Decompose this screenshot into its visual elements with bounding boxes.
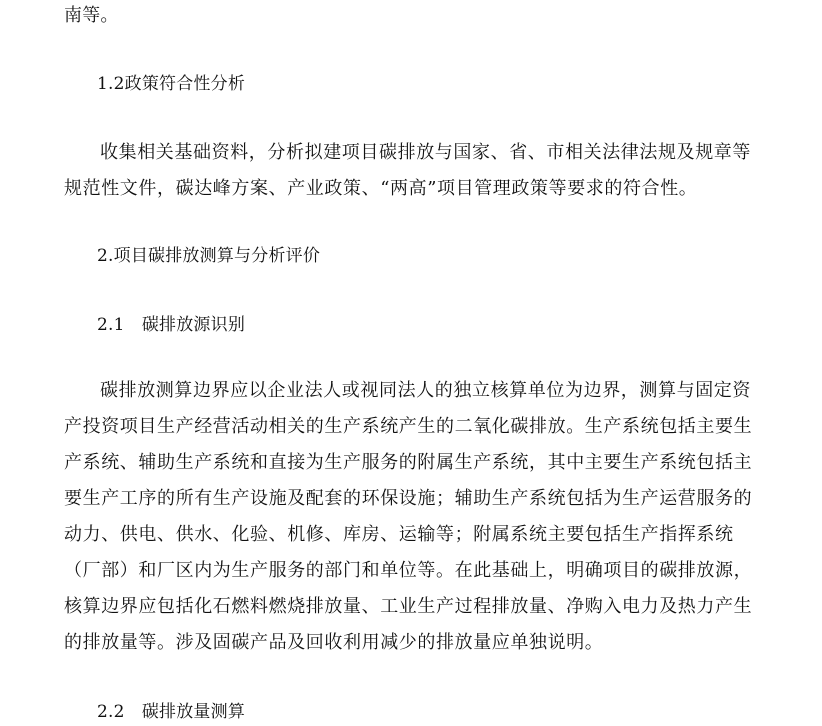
section-heading-2-1: 2.1 碳排放源识别 bbox=[97, 315, 246, 335]
paragraph-policy-compliance: 收集相关基础资料，分析拟建项目碳排放与国家、省、市相关法律法规及规章等规范性文件，碳达峰方案、产业政策、“两高”项目管理政策等要求的符合性。 bbox=[64, 142, 751, 199]
section-heading-1-2: 1.2政策符合性分析 bbox=[97, 74, 246, 94]
paragraph-emission-source: 碳排放测算边界应以企业法人或视同法人的独立核算单位为边界，测算与固定资产投资项目生产经营活动相关的生产系统产生的二氧化碳排放。生产系统包括主要生产系统、辅助生产系统和直接为生产服务的附属生产系统，其中主要生产系统包括主要生产工序的所有生产设施及配套的环保设施；辅助生产系统包括为生产运营服务的动力、供电、供水、化验、机修、库房、运输等；附属系统主要包括生产指挥系统（厂部）和厂区内为生产服务的部门和单位等。在此基础上，明确项目的碳排放源，核算边界应包括化石燃料燃烧排放量、工业生产过程排放量、净购入电力及热力产生的排放量等。涉及固碳产品及回收利用减少的排放量应单独说明。 bbox=[64, 380, 753, 653]
section-heading-2: 2.项目碳排放测算与分析评价 bbox=[97, 246, 321, 266]
paragraph-tail-text: 南等。 bbox=[64, 5, 119, 26]
section-heading-2-2: 2.2 碳排放量测算 bbox=[97, 702, 246, 722]
